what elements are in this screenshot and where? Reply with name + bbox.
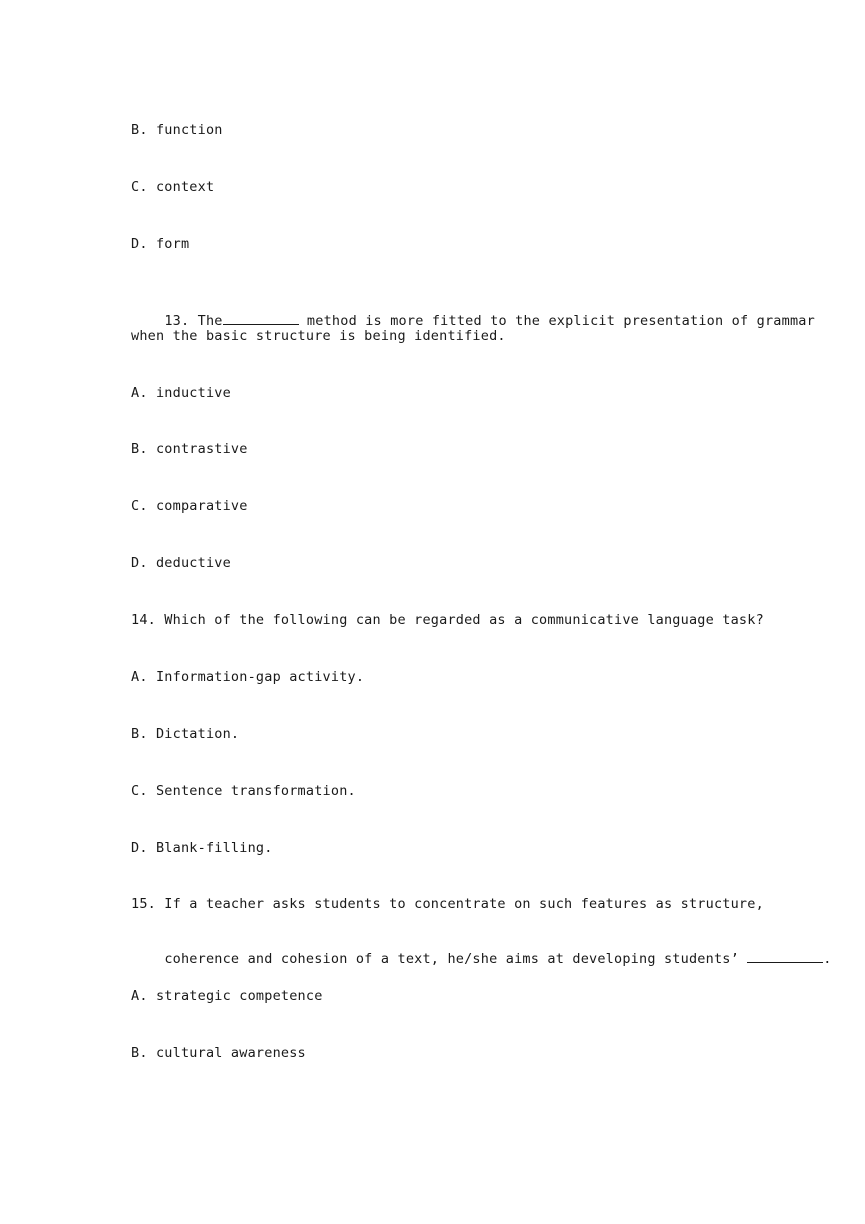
q15-stem-line2-start: coherence and cohesion of a text, he/she aims at developing students’ — [164, 951, 748, 967]
q15-option-b: B. cultural awareness — [131, 1045, 306, 1061]
q14-stem: 14. Which of the following can be regarded as a communicative language task? — [131, 612, 764, 628]
q13-option-b: B. contrastive — [131, 441, 248, 457]
q13-answer-blank — [223, 310, 299, 325]
q15-stem-line2-end: . — [823, 951, 832, 967]
q13-option-c: C. comparative — [131, 498, 248, 514]
q15-option-a: A. strategic competence — [131, 988, 323, 1004]
q12-option-d: D. form — [131, 236, 190, 252]
q14-option-c: C. Sentence transformation. — [131, 783, 356, 799]
q13-stem-line2: when the basic structure is being identified. — [131, 328, 506, 344]
q14-option-a: A. Information-gap activity. — [131, 669, 365, 685]
q14-option-b: B. Dictation. — [131, 726, 240, 742]
q15-answer-blank — [747, 948, 823, 963]
q13-option-d: D. deductive — [131, 555, 231, 571]
q14-option-d: D. Blank-filling. — [131, 840, 273, 856]
q12-option-c: C. context — [131, 179, 215, 195]
q13-stem-start: 13. The — [164, 313, 223, 329]
q15-stem-line1: 15. If a teacher asks students to concentrate on such features as structure, — [131, 896, 764, 912]
q12-option-b: B. function — [131, 122, 223, 138]
q13-stem-end: method is more fitted to the explicit presentation of grammar — [298, 313, 815, 329]
q13-option-a: A. inductive — [131, 385, 231, 401]
q15-stem-line2 — [131, 930, 832, 986]
